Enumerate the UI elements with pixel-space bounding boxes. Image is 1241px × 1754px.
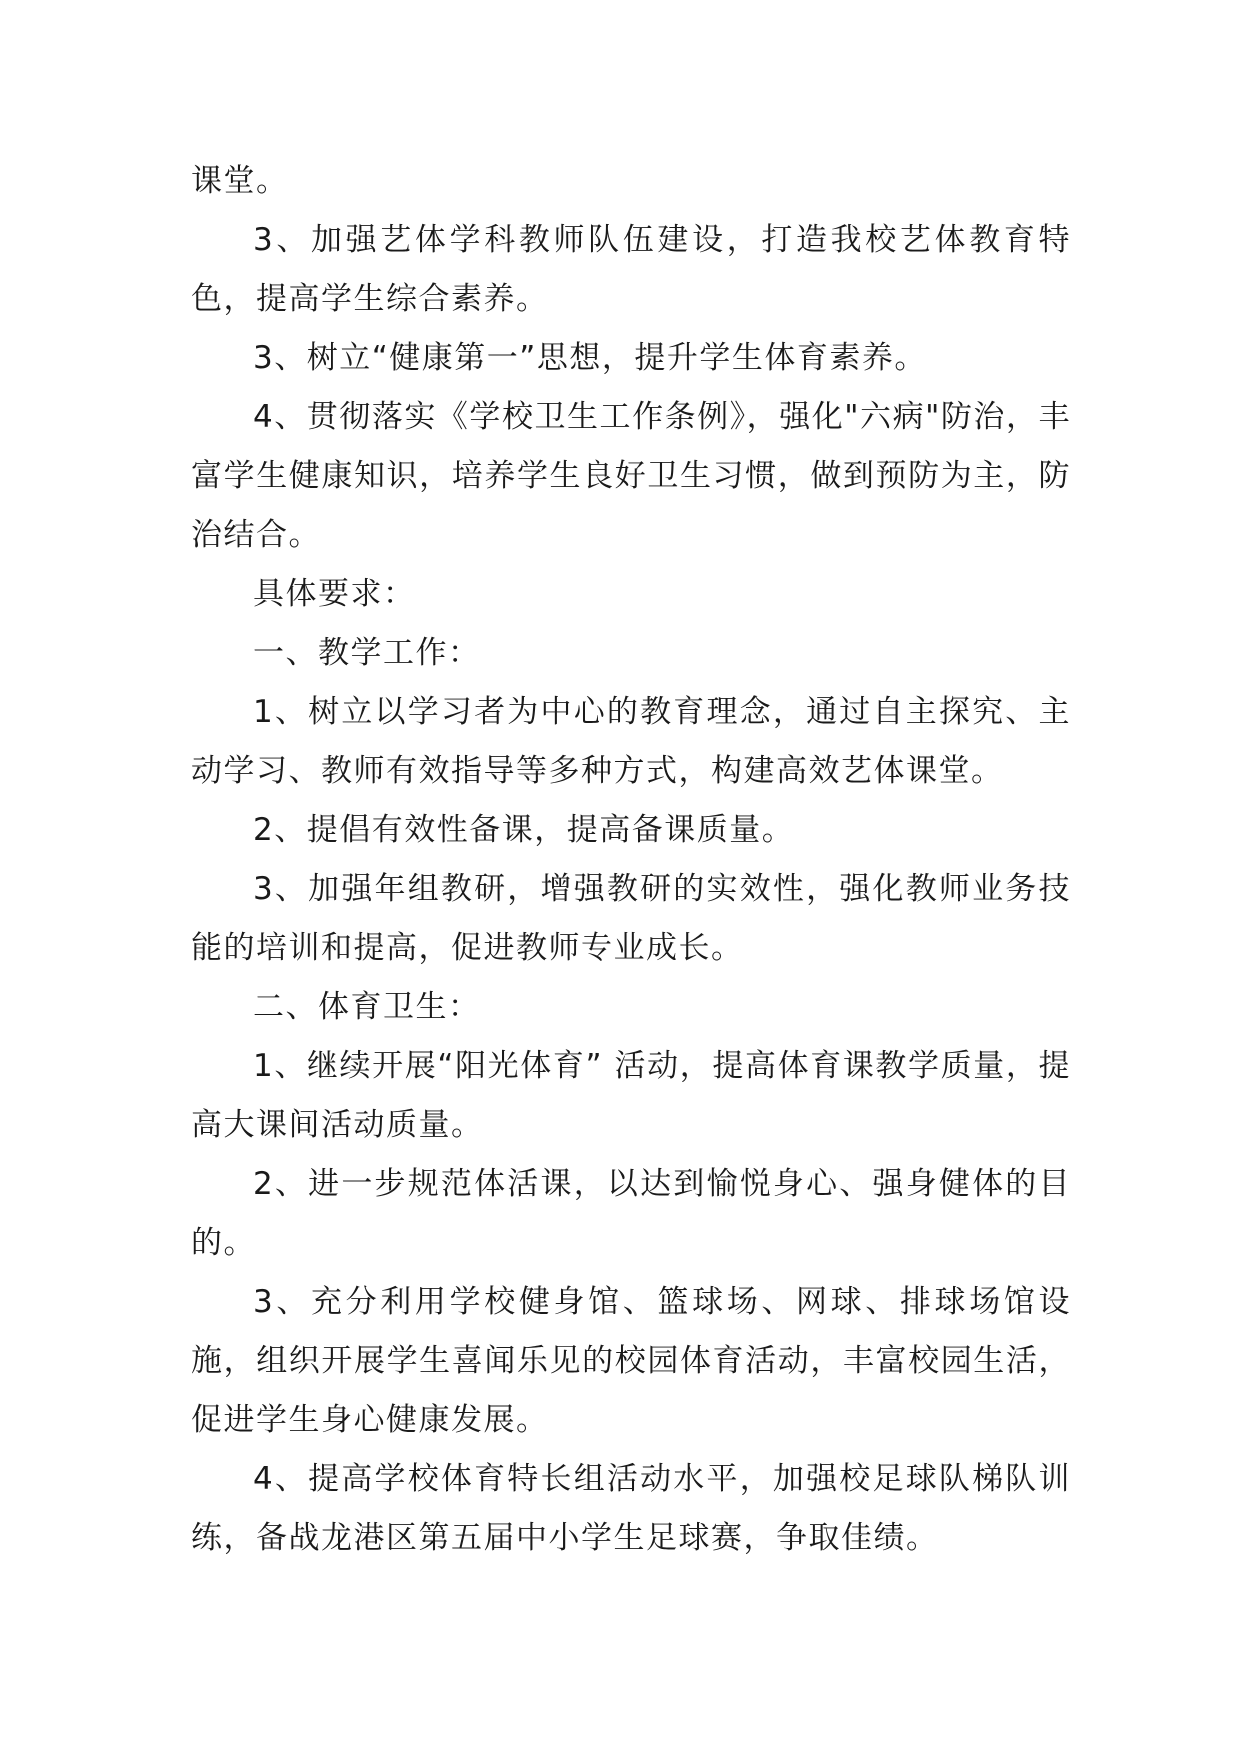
paragraph-hygiene-regulations: 4、贯彻落实《学校卫生工作条例》，强化"六病"防治，丰富学生健康知识，培养学生良好卫生习惯，做到预防为主，防治结合。: [191, 399, 1071, 553]
paragraph-activity-class: 2、进一步规范体活课，以达到愉悦身心、强身健体的目的。: [191, 1166, 1071, 1261]
heading-teaching-work: 一、教学工作：: [253, 635, 481, 671]
paragraph-continuation: 课堂。: [191, 163, 289, 199]
paragraph-facilities: 3、充分利用学校健身馆、篮球场、网球、排球场馆设施，组织开展学生喜闻乐见的校园体育活动，丰富校园生活，促进学生身心健康发展。: [191, 1284, 1071, 1438]
paragraph-teaching-research: 3、加强年组教研，增强教研的实效性，强化教师业务技能的培训和提高，促进教师专业成长。: [191, 871, 1071, 966]
document-body: [191, 152, 1071, 1568]
heading-sports-hygiene: 二、体育卫生：: [253, 989, 481, 1025]
paragraph-lesson-prep: 2、提倡有效性备课，提高备课质量。: [253, 812, 795, 848]
heading-specific-requirements: 具体要求：: [253, 576, 416, 612]
paragraph-health-first: 3、树立“健康第一”思想，提升学生体育素养。: [253, 340, 927, 376]
paragraph-sunshine-sports: 1、继续开展“阳光体育” 活动，提高体育课教学质量，提高大课间活动质量。: [191, 1048, 1071, 1143]
paragraph-learner-centered: 1、树立以学习者为中心的教育理念，通过自主探究、主动学习、教师有效指导等多种方式，构建高效艺体课堂。: [191, 694, 1071, 789]
paragraph-art-sports-teachers: 3、加强艺体学科教师队伍建设，打造我校艺体教育特色，提高学生综合素养。: [191, 222, 1071, 317]
paragraph-football-team: 4、提高学校体育特长组活动水平，加强校足球队梯队训练，备战龙港区第五届中小学生足球赛，争取佳绩。: [191, 1461, 1071, 1556]
